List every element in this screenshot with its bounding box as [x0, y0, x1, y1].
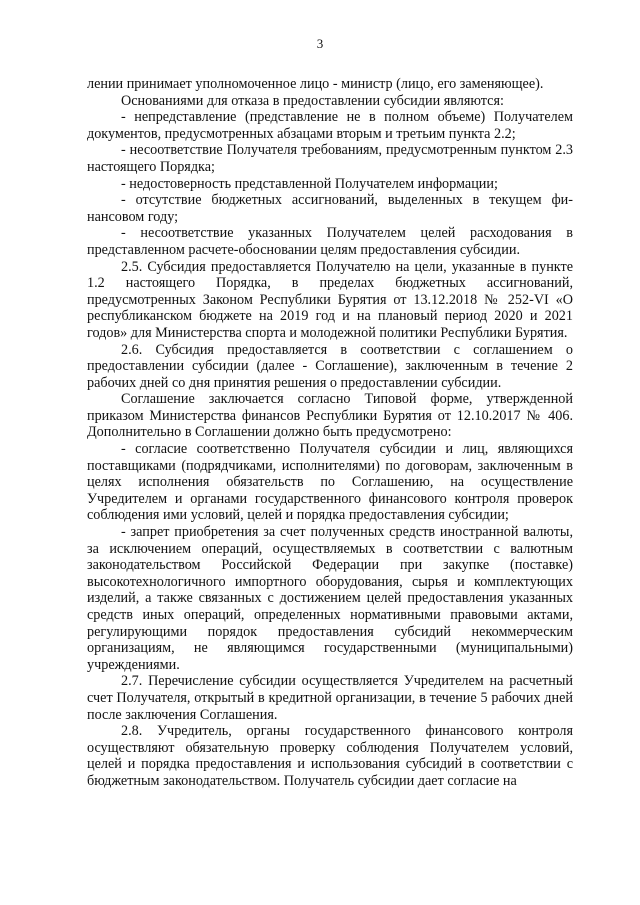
list-item-refusal-1: - непредставление (представление не в полном объеме) Получателем документов, предусмотренных абзацами вторым и третьим пункта 2.2; [87, 109, 573, 142]
paragraph-continuation: лении принимает уполномоченное лицо - министр (лицо, его заменяющее). [87, 76, 544, 92]
list-item-refusal-4: - отсутствие бюджетных ассигнований, выделенных в текущем финансовом году; [87, 192, 573, 225]
list-item-refusal-5: - несоответствие указанных Получателем целей расходования в представленном расчете-обосновании целям предоставления субсидии. [87, 225, 573, 258]
paragraph-2-5: 2.5. Субсидия предоставляется Получателю на цели, указанные в пункте 1.2 настоящего Порядка, в пределах бюджетных ассигнований, предусмотренных Законом Республики Бурятия от 13.12.2018 № 252-VI «О республиканском бюджете на 2019 год и на плановый период 2020 и 2021 годов» для Министерства спорта и молодежной политики Республики Бурятия. [87, 258, 573, 341]
list-item-agreement-consent: - согласие соответственно Получателя субсидии и лиц, являющихся поставщиками (подрядчиками, исполнителями) по договорам, заключенным в целях исполнения обязательств по Соглашению, на осуществление Учредителем и органами государственного финансового контроля проверок соблюдения ими условий, целей и порядка предоставления субсидии; [87, 441, 573, 524]
paragraph-2-6: 2.6. Субсидия предоставляется в соответствии с соглашением о предоставлении субсидии (далее - Соглашение), заключенным в течение 2 рабочих дней со дня принятия решения о предоставлении субсидии. [87, 341, 573, 391]
list-item-refusal-3: - недостоверность представленной Получателем информации; [121, 175, 498, 192]
document-body [87, 76, 573, 790]
paragraph-agreement: Соглашение заключается согласно Типовой форме, утвержденной приказом Министерства финансов Республики Бурятия от 12.10.2017 № 406. Дополнительно в Соглашении должно быть предусмотрено: [87, 391, 573, 441]
paragraph-refusal-grounds-intro: Основаниями для отказа в предоставлении субсидии являются: [121, 92, 504, 109]
list-item-refusal-2: - несоответствие Получателя требованиям, предусмотренным пунктом 2.3 настоящего Порядка; [87, 142, 573, 175]
paragraph-2-7: 2.7. Перечисление субсидии осуществляется Учредителем на расчетный счет Получателя, открытый в кредитной организации, в течение 5 рабочих дней после заключения Соглашения. [87, 673, 573, 723]
list-item-agreement-currency-ban: - запрет приобретения за счет полученных средств иностранной валюты, за исключением операций, осуществляемых в соответствии с валютным законодательством Российской Федерации при закупке (поставке) высокотехнологичного импортного оборудования, сырья и комплектующих изделий, а также связанных с достижением целей предоставления указанных средств иных операций, определенных нормативными правовыми актами, регулирующими порядок предоставления субсидий некоммерческим организациям, не являющимся государственными (муниципальными) учреждениями. [87, 524, 573, 673]
page-number: 3 [316, 36, 324, 51]
paragraph-2-8: 2.8. Учредитель, органы государственного финансового контроля осуществляют обязательную проверку соблюдения Получателем условий, целей и порядка предоставления и использования субсидий в соответствии с бюджетным законодательством. Получатель субсидии дает согласие на [87, 723, 573, 789]
